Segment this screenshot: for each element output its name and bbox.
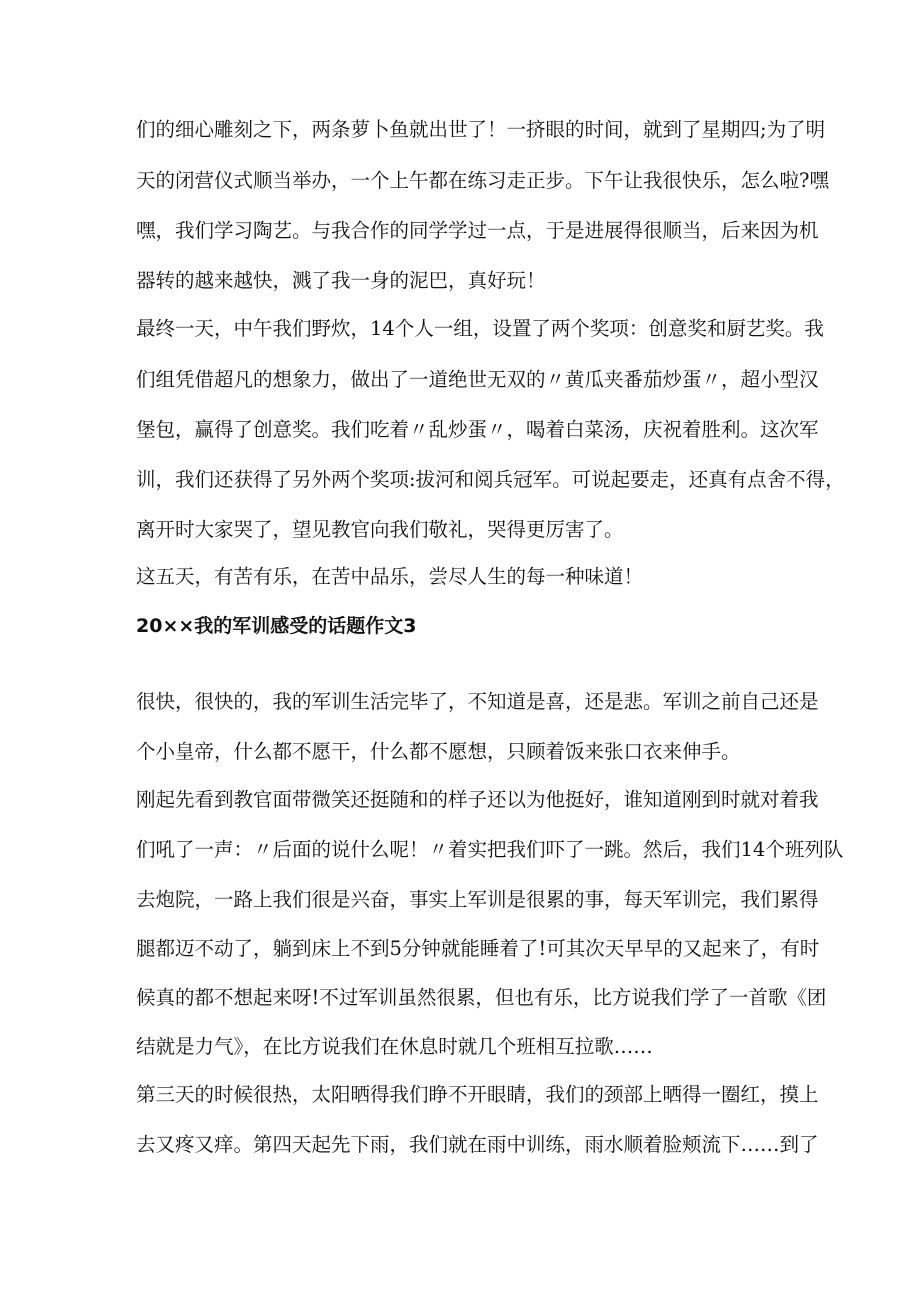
section-heading: 20××我的军训感受的话题作文3	[136, 615, 417, 637]
text-line: 们的细心雕刻之下，两条萝卜鱼就出世了！一挤眼的时间，就到了星期四;为了明	[136, 118, 826, 141]
text-line: 候真的都不想起来呀!不过军训虽然很累，但也有乐，比方说我们学了一首歌《团	[136, 986, 827, 1009]
text-line: 们吼了一声：〃后面的说什么呢！〃着实把我们吓了一跳。然后，我们14个班列队	[136, 838, 844, 861]
text-line: 腿都迈不动了，躺到床上不到5分钟就能睡着了!可其次天早早的又起来了，有时	[136, 937, 820, 960]
text-line: 离开时大家哭了，望见教官向我们敬礼，哭得更厉害了。	[136, 518, 624, 541]
text-line: 刚起先看到教官面带微笑还挺随和的样子还以为他挺好，谁知道刚到时就对着我	[136, 788, 819, 811]
text-line: 这五天，有苦有乐，在苦中品乐，尝尽人生的每一种味道！	[136, 565, 644, 588]
text-line: 个小皇帝，什么都不愿干，什么都不愿想，只顾着饭来张口衣来伸手。	[136, 740, 741, 763]
text-line: 最终一天，中午我们野炊，14个人一组，设置了两个奖项：创意奖和厨艺奖。我	[136, 317, 824, 340]
text-line: 嘿，我们学习陶艺。与我合作的同学学过一点，于是进展得很顺当，后来因为机	[136, 219, 819, 242]
text-line: 们组凭借超凡的想象力，做出了一道绝世无双的〃黄瓜夹番茄炒蛋〃，超小型汉	[136, 368, 819, 391]
text-line: 第三天的时候很热，太阳晒得我们睁不开眼睛，我们的颈部上晒得一圈红，摸上	[136, 1083, 819, 1106]
text-line: 训，我们还获得了另外两个奖项:拔河和阅兵冠军。可说起要走，还真有点舍不得，	[136, 468, 845, 491]
text-line: 去炮院，一路上我们很是兴奋，事实上军训是很累的事，每天军训完，我们累得	[136, 888, 819, 911]
text-line: 去又疼又痒。第四天起先下雨，我们就在雨中训练，雨水顺着脸颊流下……到了	[136, 1133, 819, 1156]
text-line: 很快，很快的，我的军训生活完毕了，不知道是喜，还是悲。军训之前自己还是	[136, 690, 819, 713]
text-line: 堡包，赢得了创意奖。我们吃着〃乱炒蛋〃，喝着白菜汤，庆祝着胜利。这次军	[136, 418, 819, 441]
text-line: 天的闭营仪式顺当举办，一个上午都在练习走正步。下午让我很快乐，怎么啦?嘿	[136, 169, 829, 192]
text-line: 结就是力气》，在比方说我们在休息时就几个班相互拉歌……	[136, 1035, 653, 1058]
text-line: 器转的越来越快，溅了我一身的泥巴，真好玩！	[136, 269, 546, 292]
